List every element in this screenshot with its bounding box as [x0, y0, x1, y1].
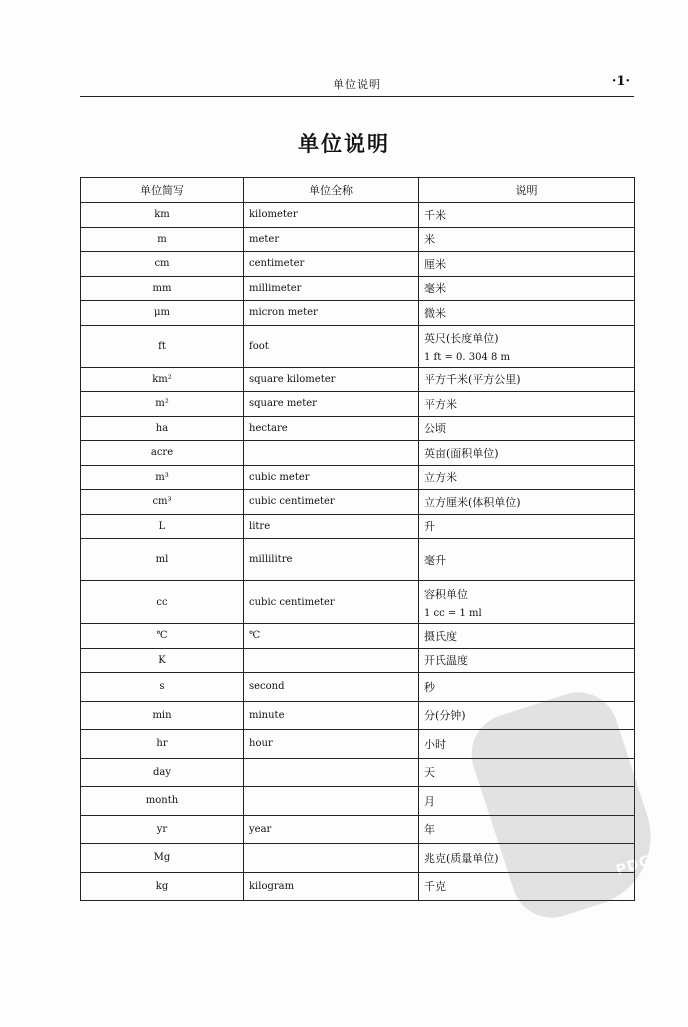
unit-abbreviation: s: [81, 673, 244, 702]
unit-description: [419, 325, 635, 367]
unit-description: 月: [419, 787, 635, 816]
table-row: [81, 490, 635, 515]
table-row: [81, 301, 635, 326]
unit-description: 英亩(面积单位): [419, 441, 635, 466]
unit-description: 秒: [419, 673, 635, 702]
page-title: 单位说明: [298, 131, 390, 156]
unit-abbreviation: hr: [81, 730, 244, 759]
unit-abbreviation: μm: [81, 301, 244, 326]
table-row: [81, 367, 635, 392]
unit-description: 立方米: [419, 465, 635, 490]
unit-description: 米: [419, 227, 635, 252]
unit-description: 年: [419, 815, 635, 844]
column-header-description: 说明: [419, 178, 635, 203]
column-header-full-name: 单位全称: [244, 178, 419, 203]
unit-full-name: centimeter: [244, 252, 419, 277]
unit-full-name: millilitre: [244, 539, 419, 581]
unit-description: 厘米: [419, 252, 635, 277]
unit-full-name: [244, 648, 419, 673]
unit-abbreviation: kg: [81, 872, 244, 901]
unit-abbreviation: m³: [81, 465, 244, 490]
unit-description: 毫米: [419, 276, 635, 301]
unit-abbreviation: km: [81, 203, 244, 228]
unit-abbreviation: ml: [81, 539, 244, 581]
running-title: 单位说明: [333, 78, 381, 91]
unit-abbreviation: min: [81, 701, 244, 730]
unit-description: 分(分钟): [419, 701, 635, 730]
unit-full-name: cubic centimeter: [244, 581, 419, 624]
unit-description: 升: [419, 514, 635, 539]
table-row: [81, 624, 635, 649]
unit-description: 开氏温度: [419, 648, 635, 673]
unit-abbreviation: yr: [81, 815, 244, 844]
unit-abbreviation: cm: [81, 252, 244, 277]
unit-full-name: [244, 787, 419, 816]
unit-abbreviation: km²: [81, 367, 244, 392]
unit-abbreviation: ℃: [81, 624, 244, 649]
unit-conversion-note: 1 ft = 0. 304 8 m: [424, 351, 511, 363]
unit-abbreviation: ha: [81, 416, 244, 441]
unit-full-name: [244, 441, 419, 466]
table-row: [81, 514, 635, 539]
unit-description: 天: [419, 758, 635, 787]
unit-abbreviation: ft: [81, 325, 244, 367]
table-row: [81, 416, 635, 441]
unit-full-name: litre: [244, 514, 419, 539]
unit-full-name: meter: [244, 227, 419, 252]
unit-description: 毫升: [419, 539, 635, 581]
running-header: [80, 74, 634, 96]
unit-description-line: 英尺(长度单位): [424, 331, 499, 345]
unit-description: 兆克(质量单位): [419, 844, 635, 873]
table-row: [81, 203, 635, 228]
unit-abbreviation: acre: [81, 441, 244, 466]
unit-description: 平方米: [419, 392, 635, 417]
unit-abbreviation: Mg: [81, 844, 244, 873]
table-row: [81, 276, 635, 301]
column-header-abbreviation: 单位简写: [81, 178, 244, 203]
unit-description: 平方千米(平方公里): [419, 367, 635, 392]
header-divider: [80, 96, 634, 97]
unit-full-name: foot: [244, 325, 419, 367]
table-row: [81, 648, 635, 673]
table-row: [81, 325, 635, 367]
unit-abbreviation: cc: [81, 581, 244, 624]
table-row: [81, 673, 635, 702]
unit-abbreviation: cm³: [81, 490, 244, 515]
table-row: [81, 252, 635, 277]
unit-abbreviation: m: [81, 227, 244, 252]
unit-abbreviation: mm: [81, 276, 244, 301]
unit-full-name: square meter: [244, 392, 419, 417]
table-row: [81, 441, 635, 466]
unit-full-name: square kilometer: [244, 367, 419, 392]
table-row: [81, 227, 635, 252]
unit-full-name: hour: [244, 730, 419, 759]
table-row: [81, 465, 635, 490]
table-row: [81, 539, 635, 581]
unit-full-name: [244, 844, 419, 873]
unit-full-name: cubic meter: [244, 465, 419, 490]
unit-full-name: second: [244, 673, 419, 702]
unit-full-name: ℃: [244, 624, 419, 649]
page-number: ·1·: [611, 74, 630, 89]
unit-abbreviation: day: [81, 758, 244, 787]
unit-abbreviation: L: [81, 514, 244, 539]
unit-abbreviation: K: [81, 648, 244, 673]
table-row: [81, 581, 635, 624]
unit-full-name: minute: [244, 701, 419, 730]
unit-full-name: kilometer: [244, 203, 419, 228]
unit-description: 微米: [419, 301, 635, 326]
unit-full-name: micron meter: [244, 301, 419, 326]
unit-full-name: year: [244, 815, 419, 844]
unit-conversion-note: 1 cc = 1 ml: [424, 607, 482, 619]
unit-description: 千克: [419, 872, 635, 901]
unit-description-line: 容积单位: [424, 587, 468, 601]
unit-description: [419, 581, 635, 624]
unit-full-name: cubic centimeter: [244, 490, 419, 515]
unit-full-name: millimeter: [244, 276, 419, 301]
unit-full-name: hectare: [244, 416, 419, 441]
unit-description: 公顷: [419, 416, 635, 441]
unit-full-name: kilogram: [244, 872, 419, 901]
unit-description: 千米: [419, 203, 635, 228]
unit-description: 立方厘米(体积单位): [419, 490, 635, 515]
unit-description: 小时: [419, 730, 635, 759]
table-header-row: [81, 178, 635, 203]
unit-full-name: [244, 758, 419, 787]
watermark-text: PDG: [614, 852, 654, 879]
unit-abbreviation: m²: [81, 392, 244, 417]
unit-description: 摄氏度: [419, 624, 635, 649]
table-row: [81, 392, 635, 417]
unit-abbreviation: month: [81, 787, 244, 816]
